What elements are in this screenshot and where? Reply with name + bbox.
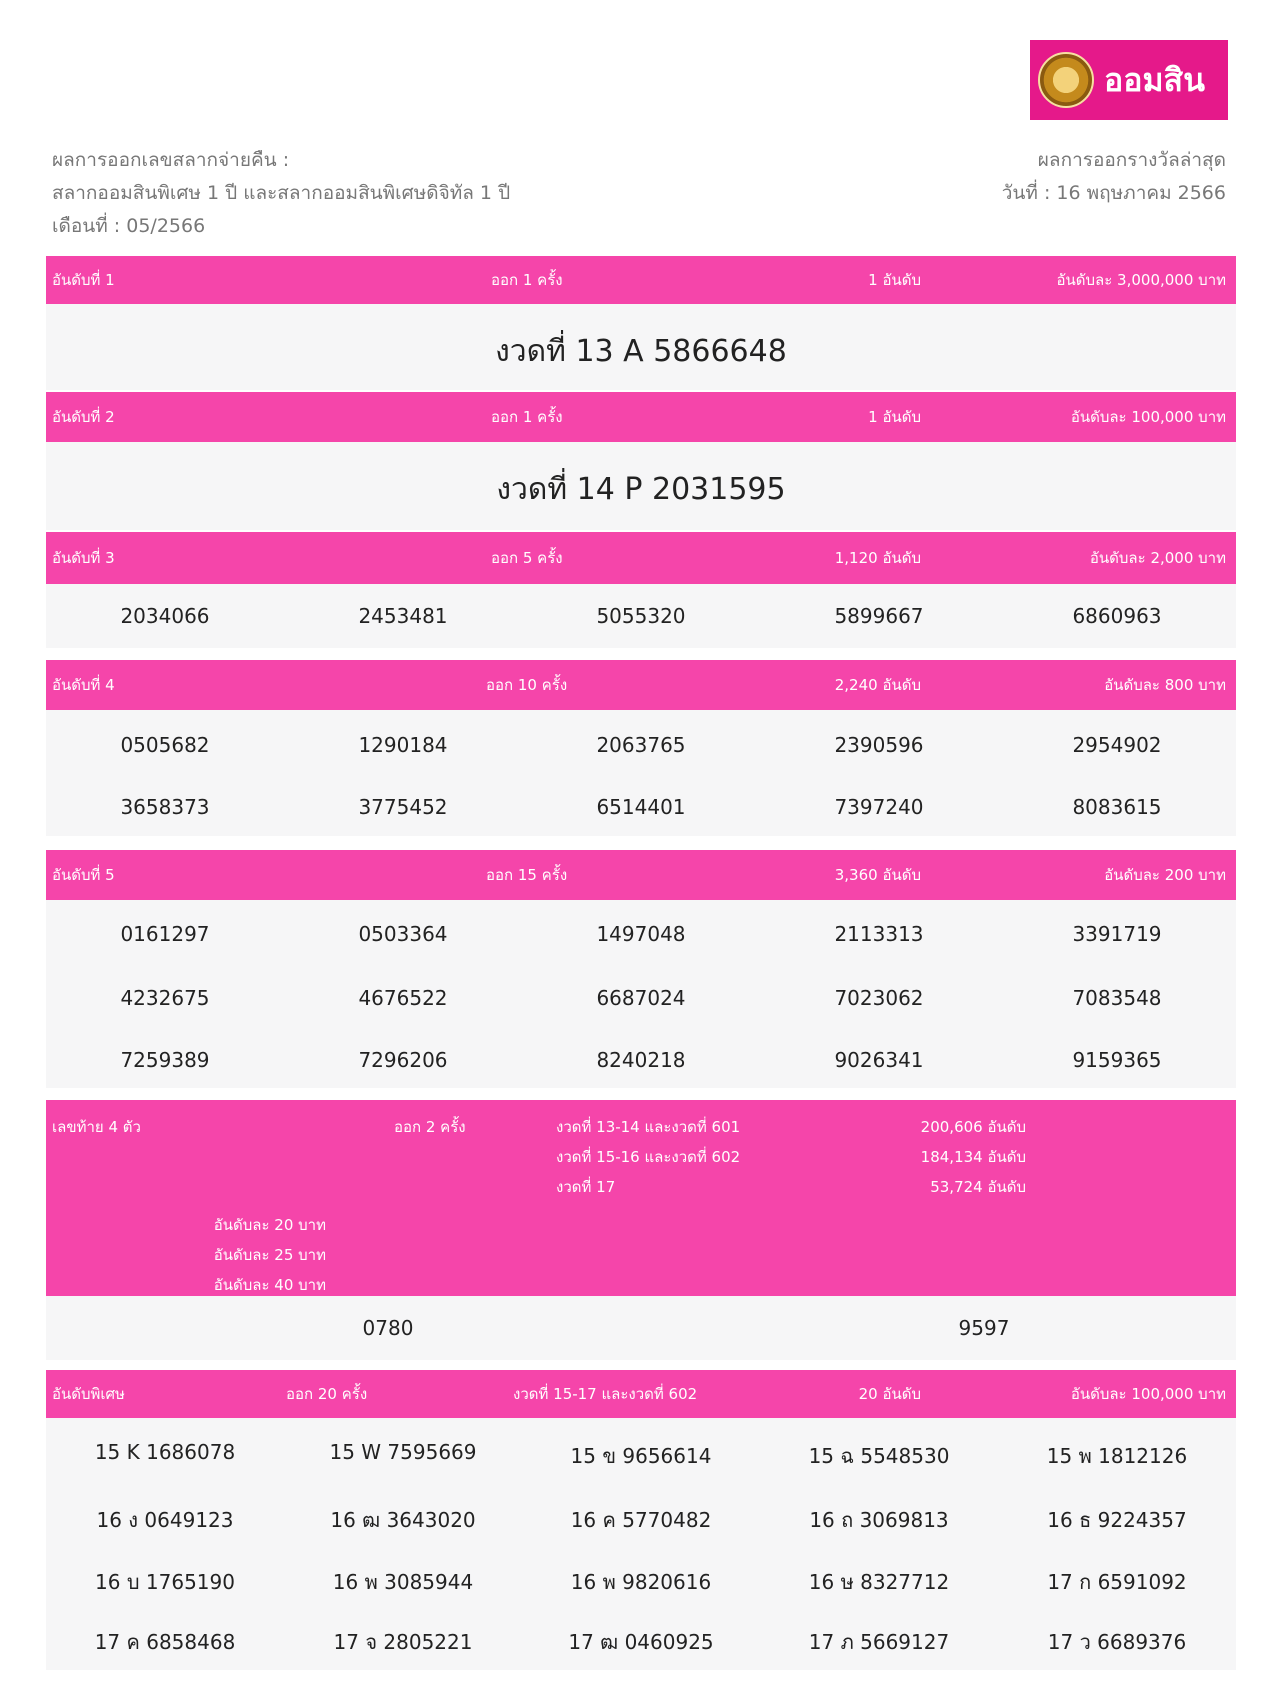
prize-number: 16 ธ 9224357 <box>1047 1508 1187 1532</box>
prize-number: 17 ก 6591092 <box>1047 1570 1187 1594</box>
period-range: งวดที่ 17 <box>556 1178 616 1196</box>
prize-rank: เลขท้าย 4 ตัว <box>52 1118 141 1136</box>
prize-amount: อันดับละ 2,000 บาท <box>1089 549 1226 567</box>
prize-amount: อันดับละ 40 บาท <box>213 1276 326 1294</box>
period-range: งวดที่ 15-16 และงวดที่ 602 <box>556 1148 741 1166</box>
prize-number: 5899667 <box>834 604 924 628</box>
lottery-type: สลากออมสินพิเศษ 1 ปี และสลากออมสินพิเศษดิจิทัล 1 ปี <box>52 182 511 204</box>
prize-number: 3658373 <box>120 795 210 819</box>
prize-amount: อันดับละ 3,000,000 บาท <box>1056 271 1226 289</box>
prize-number: 7023062 <box>834 986 924 1010</box>
prize-count: 1,120 อันดับ <box>834 549 921 567</box>
prize-number: 15 ข 9656614 <box>570 1444 712 1468</box>
prize-number: 0780 <box>362 1316 414 1340</box>
prize-number: 9159365 <box>1072 1048 1162 1072</box>
prize-number: 2063765 <box>596 733 686 757</box>
prize-count: 1 อันดับ <box>868 408 921 426</box>
prize-number: 8240218 <box>596 1048 686 1072</box>
result-month: เดือนที่ : 05/2566 <box>52 215 206 237</box>
prize-number: 2034066 <box>120 604 210 628</box>
prize-number: 7083548 <box>1072 986 1162 1010</box>
prize-number: 0505682 <box>120 733 210 757</box>
prize-number: 17 ฒ 0460925 <box>568 1630 714 1654</box>
latest-result-info <box>1002 144 1226 210</box>
prize-number: 2113313 <box>834 922 924 946</box>
period-range: งวดที่ 13-14 และงวดที่ 601 <box>556 1118 741 1136</box>
prize-number: 16 ษ 8327712 <box>808 1570 950 1594</box>
prize-number: 16 บ 1765190 <box>95 1570 235 1594</box>
prize-rank: อันดับที่ 2 <box>52 408 115 426</box>
prize-amount: อันดับละ 100,000 บาท <box>1070 408 1226 426</box>
prize-number: 16 พ 3085944 <box>332 1570 474 1594</box>
prize-count: 53,724 อันดับ <box>930 1178 1026 1196</box>
result-info <box>52 144 510 243</box>
gsb-seal-icon <box>1038 52 1094 108</box>
prize-2-header <box>46 392 1236 442</box>
prize-number: 0161297 <box>120 922 210 946</box>
prize-rank: อันดับที่ 1 <box>52 271 115 289</box>
prize-count: 200,606 อันดับ <box>920 1118 1026 1136</box>
prize-number: 0503364 <box>358 922 448 946</box>
prize-amount: อันดับละ 800 บาท <box>1104 676 1226 694</box>
prize-number: 2954902 <box>1072 733 1162 757</box>
prize-times: ออก 10 ครั้ง <box>486 676 568 694</box>
prize-number: 15 ฉ 5548530 <box>808 1444 950 1468</box>
prize-times: ออก 20 ครั้ง <box>286 1385 368 1403</box>
prize-3-header <box>46 532 1236 584</box>
last-4-digits-header <box>46 1100 1236 1296</box>
prize-number: 7259389 <box>120 1048 210 1072</box>
prize-rank: อันดับที่ 3 <box>52 549 115 567</box>
gsb-logo <box>1030 40 1228 120</box>
prize-2-result: งวดที่ 14 P 2031595 <box>496 472 786 507</box>
prize-amount: อันดับละ 25 บาท <box>213 1246 326 1264</box>
result-date: วันที่ : 16 พฤษภาคม 2566 <box>1001 182 1226 204</box>
prize-number: 2453481 <box>358 604 448 628</box>
special-prize-panel <box>46 1418 1236 1670</box>
prize-number: 3775452 <box>358 795 448 819</box>
prize-number: 9026341 <box>834 1048 924 1072</box>
period-range: งวดที่ 15-17 และงวดที่ 602 <box>513 1385 698 1403</box>
prize-count: 2,240 อันดับ <box>834 676 921 694</box>
prize-number: 7397240 <box>834 795 924 819</box>
prize-amount: อันดับละ 100,000 บาท <box>1070 1385 1226 1403</box>
prize-rank: อันดับที่ 5 <box>52 866 115 884</box>
prize-number: 15 พ 1812126 <box>1046 1444 1188 1468</box>
prize-amount: อันดับละ 20 บาท <box>213 1216 326 1234</box>
prize-number: 6514401 <box>596 795 686 819</box>
latest-result-label: ผลการออกรางวัลล่าสุด <box>1037 149 1226 171</box>
prize-1-result: งวดที่ 13 A 5866648 <box>495 334 787 369</box>
prize-1-panel <box>46 304 1236 390</box>
prize-number: 16 ถ 3069813 <box>809 1508 949 1532</box>
prize-number: 17 ค 6858468 <box>94 1630 236 1654</box>
logo-text: ออมสิน <box>1104 61 1205 99</box>
prize-number: 3391719 <box>1072 922 1162 946</box>
prize-times: ออก 5 ครั้ง <box>491 549 563 567</box>
prize-number: 16 ง 0649123 <box>96 1508 234 1532</box>
prize-number: 2390596 <box>834 733 924 757</box>
prize-times: ออก 2 ครั้ง <box>394 1118 466 1136</box>
prize-number: 15 W 7595669 <box>329 1440 477 1464</box>
prize-5-header <box>46 850 1236 900</box>
prize-count: 3,360 อันดับ <box>834 866 921 884</box>
prize-3-panel <box>46 584 1236 648</box>
prize-number: 16 พ 9820616 <box>570 1570 712 1594</box>
prize-5-panel <box>46 900 1236 1088</box>
prize-4-panel <box>46 710 1236 836</box>
prize-number: 17 ภ 5669127 <box>808 1630 950 1654</box>
prize-2-panel <box>46 442 1236 530</box>
prize-count: 20 อันดับ <box>858 1385 921 1403</box>
prize-count: 1 อันดับ <box>868 271 921 289</box>
prize-number: 4676522 <box>358 986 448 1010</box>
prize-rank: อันดับพิเศษ <box>52 1385 125 1403</box>
prize-number: 4232675 <box>120 986 210 1010</box>
prize-4-header <box>46 660 1236 710</box>
prize-rank: อันดับที่ 4 <box>52 676 115 694</box>
special-prize-header <box>46 1370 1236 1418</box>
prize-number: 6687024 <box>596 986 686 1010</box>
prize-number: 16 ฒ 3643020 <box>330 1508 476 1532</box>
prize-amount: อันดับละ 200 บาท <box>1104 866 1226 884</box>
prize-number: 17 จ 2805221 <box>333 1630 473 1654</box>
result-title: ผลการออกเลขสลากจ่ายคืน : <box>52 149 290 171</box>
prize-times: ออก 15 ครั้ง <box>486 866 568 884</box>
prize-number: 7296206 <box>358 1048 448 1072</box>
prize-number: 15 K 1686078 <box>94 1440 236 1464</box>
prize-number: 17 ว 6689376 <box>1047 1630 1187 1654</box>
prize-times: ออก 1 ครั้ง <box>491 271 563 289</box>
prize-number: 8083615 <box>1072 795 1162 819</box>
prize-number: 5055320 <box>596 604 686 628</box>
prize-number: 16 ค 5770482 <box>570 1508 712 1532</box>
prize-number: 9597 <box>958 1316 1010 1340</box>
prize-number: 1290184 <box>358 733 448 757</box>
prize-number: 6860963 <box>1072 604 1162 628</box>
prize-number: 1497048 <box>596 922 686 946</box>
last-4-digits-panel <box>46 1296 1236 1360</box>
prize-times: ออก 1 ครั้ง <box>491 408 563 426</box>
prize-count: 184,134 อันดับ <box>920 1148 1026 1166</box>
prize-1-header <box>46 256 1236 304</box>
